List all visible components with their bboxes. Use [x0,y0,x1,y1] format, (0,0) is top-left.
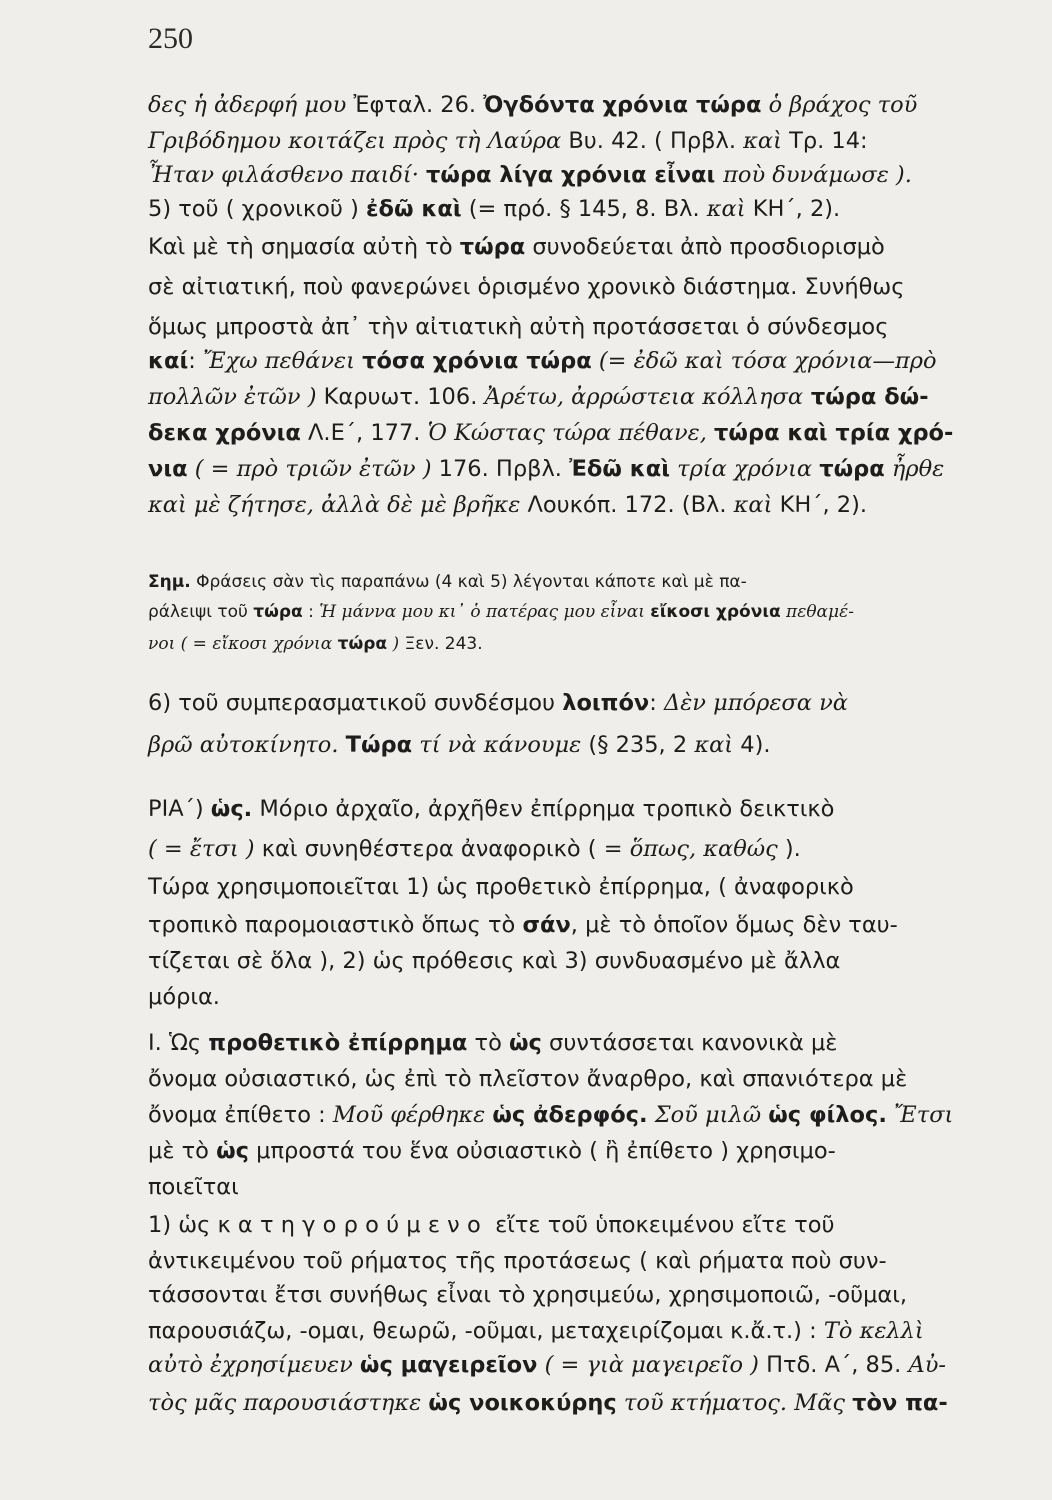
text-span: ὡς [509,1030,542,1056]
text-span: (= ἐδῶ καὶ τόσα χρόνια—πρὸ [591,348,937,374]
text-span: δεκα χρόνια [148,420,301,446]
text-span: τόσα χρόνια τώρα [362,348,592,374]
text-span: (§ 235, 2 [581,732,695,758]
text-span: καὶ συνηθέστερα ἀναφορικὸ ( [254,836,604,862]
text-line [148,876,854,899]
text-line [148,950,840,973]
text-span: 6) τοῦ συμπερασματικοῦ συνδέσμου [148,690,563,716]
text-span: ὄνομα ἐπίθετο : [148,1102,333,1128]
text-span: ὡς ἀδερφός. [492,1102,648,1128]
text-span: τί νὰ κάνουμε [412,732,582,758]
text-span: τώρα [819,456,885,482]
text-line [148,1214,835,1237]
text-span: , μὲ τὸ ὁποῖον ὅμως δὲν ταυ- [570,912,898,938]
text-span: ὡς φίλος. [768,1102,887,1128]
text-span: Ἡ μάννα μου κι᾿ ὁ πατέρας μου εἶναι [319,602,651,622]
text-span: καὶ [694,732,734,758]
text-span: ΡΙΑ΄) [148,796,211,822]
text-span: = ὅπως, καθώς [603,836,778,862]
text-span: 5) τοῦ ( χρονικοῦ ) [148,196,367,222]
text-span: τὸν πα- [852,1390,948,1416]
text-line [148,838,801,861]
text-line [148,94,917,117]
text-line [148,386,929,409]
text-span: (= πρό. § 145, 8. Βλ. [461,196,707,222]
text-span: μπροστά του ἕνα οὐσιαστικὸ ( ἢ ἐπίθετο ) χρησιμο- [249,1138,836,1164]
text-span: παρουσιάζω, -ομαι, θεωρῶ, -οῦμαι, μεταχειρίζομαι κ.ἄ.τ.) : [148,1318,824,1344]
text-span: Φράσεις σὰν τὶς παραπάνω (4 καὶ 5) λέγονται κάποτε καὶ μὲ πα- [190,572,747,592]
page-number: 250 [148,22,193,55]
text-span: σὲ αἰτιατική, ποὺ φανερώνει ὁρισμένο χρονικὸ διάστημα. Συνήθως [148,274,905,300]
text-span: Ὀγδόντα χρόνια τώρα [483,92,762,118]
text-line [148,198,840,221]
text-span: τὸ [467,1030,509,1056]
text-span: καί [148,348,189,374]
text-span: καὶ [733,492,773,518]
text-line [148,494,867,517]
text-line [148,734,771,757]
text-span: ἐδῶ καὶ [366,196,462,222]
text-span: Βυ. 42. ( Πρβλ. [561,128,744,154]
text-span: Τώρα χρησιμοποιεῖται 1) ὡς προθετικὸ ἐπίρρημα, ( ἀναφορικὸ [148,874,854,900]
note-line [148,636,483,653]
text-line [148,1284,907,1307]
text-span: ὁ βράχος τοῦ [761,92,918,118]
text-span: ἀντικειμένου τοῦ ρήματος τῆς προτάσεως ( καὶ ρήματα ποὺ συν- [148,1248,887,1274]
text-line [148,130,868,153]
text-line [148,316,888,339]
text-span: Λουκόπ. 172. (Βλ. [520,492,734,518]
text-span: τροπικὸ παρομοιαστικὸ ὅπως τὸ [148,912,523,938]
text-span: σάν [522,912,571,938]
text-span: : [649,690,664,716]
text-span: Μοῦ φέρθηκε [332,1102,493,1128]
text-span: τώρα καὶ τρία χρό- [714,420,954,446]
text-span: : [188,348,203,374]
text-span: ( = πρὸ τριῶν ἐτῶν ) [187,456,432,482]
text-span: τίζεται σὲ ὅλα ), 2) ὡς πρόθεσις καὶ 3) συνδυασμένο μὲ ἄλλα [148,948,841,974]
text-line [148,1354,946,1377]
text-span: εἴκοσι χρόνια [650,602,781,622]
text-line [148,914,898,937]
text-line [148,1140,836,1163]
text-span: καὶ [743,128,782,154]
note-line [148,604,854,621]
text-span: ὅμως μπροστὰ ἀπ᾿ τὴν αἰτιατικὴ αὐτὴ προτάσσεται ὁ σύνδεσμος [148,314,889,340]
text-span: κατηγορούμενο [217,1212,488,1238]
text-span: ὡς [216,1138,249,1164]
text-span: συνοδεύεται ἀπὸ προσδιορισμὸ [525,234,885,260]
text-line [148,1320,924,1343]
text-span: νοι ( = εἴκοσι χρόνια [148,634,338,654]
text-span: πεθαμέ- [780,602,854,622]
text-line [148,458,944,481]
text-span: τώρα [459,234,526,260]
text-span: πολλῶν ἐτῶν ) [148,384,317,410]
text-line [148,1176,239,1199]
text-span: καὶ [706,196,746,222]
text-span: εἶναι [646,162,724,188]
text-span: Τρ. 14: [781,128,868,154]
text-line [148,798,834,821]
text-line [148,422,953,445]
text-span: λοιπόν [562,690,650,716]
text-span: ( = γιὰ μαγειρεῖο ) [537,1352,759,1378]
text-line [148,350,937,373]
text-span: τὸς μᾶς παρουσιάστηκε [148,1390,429,1416]
text-span: εἴτε τοῦ ὑποκειμένου εἴτε τοῦ [487,1212,835,1238]
text-span: τάσσονται ἔτσι συνήθως εἶναι τὸ χρησιμεύω, χρησιμοποιῶ, -οῦμαι, [148,1282,908,1308]
text-span: Ἀρέτω, ἀρρώστεια κόλλησα [484,384,804,410]
text-span: Πτδ. Α΄, 85. [758,1352,909,1378]
text-span: τώρα [337,634,388,654]
note-line [148,574,747,591]
text-span: Σημ. [148,572,191,592]
text-span: : [302,602,320,622]
text-span: Δὲν μπόρεσα νὰ [663,690,848,716]
text-span: βρῶ αὐτοκίνητο. [148,732,346,758]
text-span: ὡς νοικοκύρης [428,1390,617,1416]
text-line [148,276,904,299]
text-span: ἡ ἀδερφή μου [193,92,347,118]
text-span: ) [387,634,400,654]
text-span: συντάσσεται κανονικὰ μὲ [541,1030,838,1056]
text-line [148,1392,948,1415]
text-span: τώρα λίγα χρόνια [426,162,647,188]
text-span: ποὺ δυνάμωσε ). [723,162,912,188]
text-line [148,164,912,187]
text-line [148,1032,837,1055]
text-span: νια [148,456,188,482]
text-span: Καρυωτ. 106. [316,384,485,410]
text-line [148,1068,907,1091]
text-span: ( = ἔτσι ) [148,836,255,862]
text-span: καὶ μὲ ζήτησε, ἀλλὰ δὲ μὲ βρῆκε [148,492,521,518]
text-span: Ἔτσι [886,1102,954,1128]
text-span: Ἔχω πεθάνει [202,348,363,374]
text-span: αὐτὸ ἐχρησίμευεν [148,1352,360,1378]
text-span: ΚΗ΄, 2). [772,492,868,518]
text-span: τώρα δώ- [803,384,929,410]
text-line [148,1250,887,1273]
text-span: ράλειψι τοῦ [148,602,254,622]
text-span: Λ.Ε΄, 177. [300,420,428,446]
text-span: μόρια. [148,984,220,1010]
text-span: Αὐ- [908,1352,947,1378]
text-span: ). [777,836,801,862]
text-line [148,986,220,1009]
text-line [148,236,885,259]
text-span: ποιεῖται [148,1174,239,1200]
text-span: Γριβόδημου κοιτάζει πρὸς τὴ Λαύρα [148,128,562,154]
text-span: Ἐδῶ καὶ [569,456,670,482]
text-span: τοῦ κτήματος. Μᾶς [616,1390,853,1416]
text-span: ἦρθε [884,456,945,482]
text-span: Τώρα [345,732,413,758]
text-line [148,692,848,715]
text-span: Σοῦ μιλῶ [647,1102,769,1128]
text-span: δες [148,92,194,118]
text-span: τώρα [253,602,303,622]
text-span: ὡς. [210,796,253,822]
text-span: μὲ τὸ [148,1138,217,1164]
text-span: Ξεν. 243. [399,634,483,654]
text-span: Μόριο ἀρχαῖο, ἀρχῆθεν ἐπίρρημα τροπικὸ δεικτικὸ [252,796,835,822]
text-span: Καὶ μὲ τὴ σημασία αὐτὴ τὸ [148,234,460,260]
text-span: 4). [733,732,771,758]
text-span: Ι. Ὡς [148,1030,209,1056]
text-span: 1) ὡς [148,1212,218,1238]
text-span: ὡς μαγειρεῖον [359,1352,538,1378]
text-span: Ἐφταλ. 26. [346,92,484,118]
text-span: προθετικὸ ἐπίρρημα [208,1030,468,1056]
text-span: τρία χρόνια [669,456,820,482]
text-span: Ὁ Κώστας τώρα πέθανε, [427,420,715,446]
text-span: ὄνομα οὐσιαστικό, ὡς ἐπὶ τὸ πλεῖστον ἄναρθρο, καὶ σπανιότερα μὲ [148,1066,908,1092]
text-span: Ἦταν φιλάσθενο παιδί· [148,162,427,188]
text-line [148,1104,953,1127]
text-span: 176. Πρβλ. [431,456,570,482]
text-span: ΚΗ΄, 2). [745,196,841,222]
text-span: Τὸ κελλὶ [823,1318,924,1344]
